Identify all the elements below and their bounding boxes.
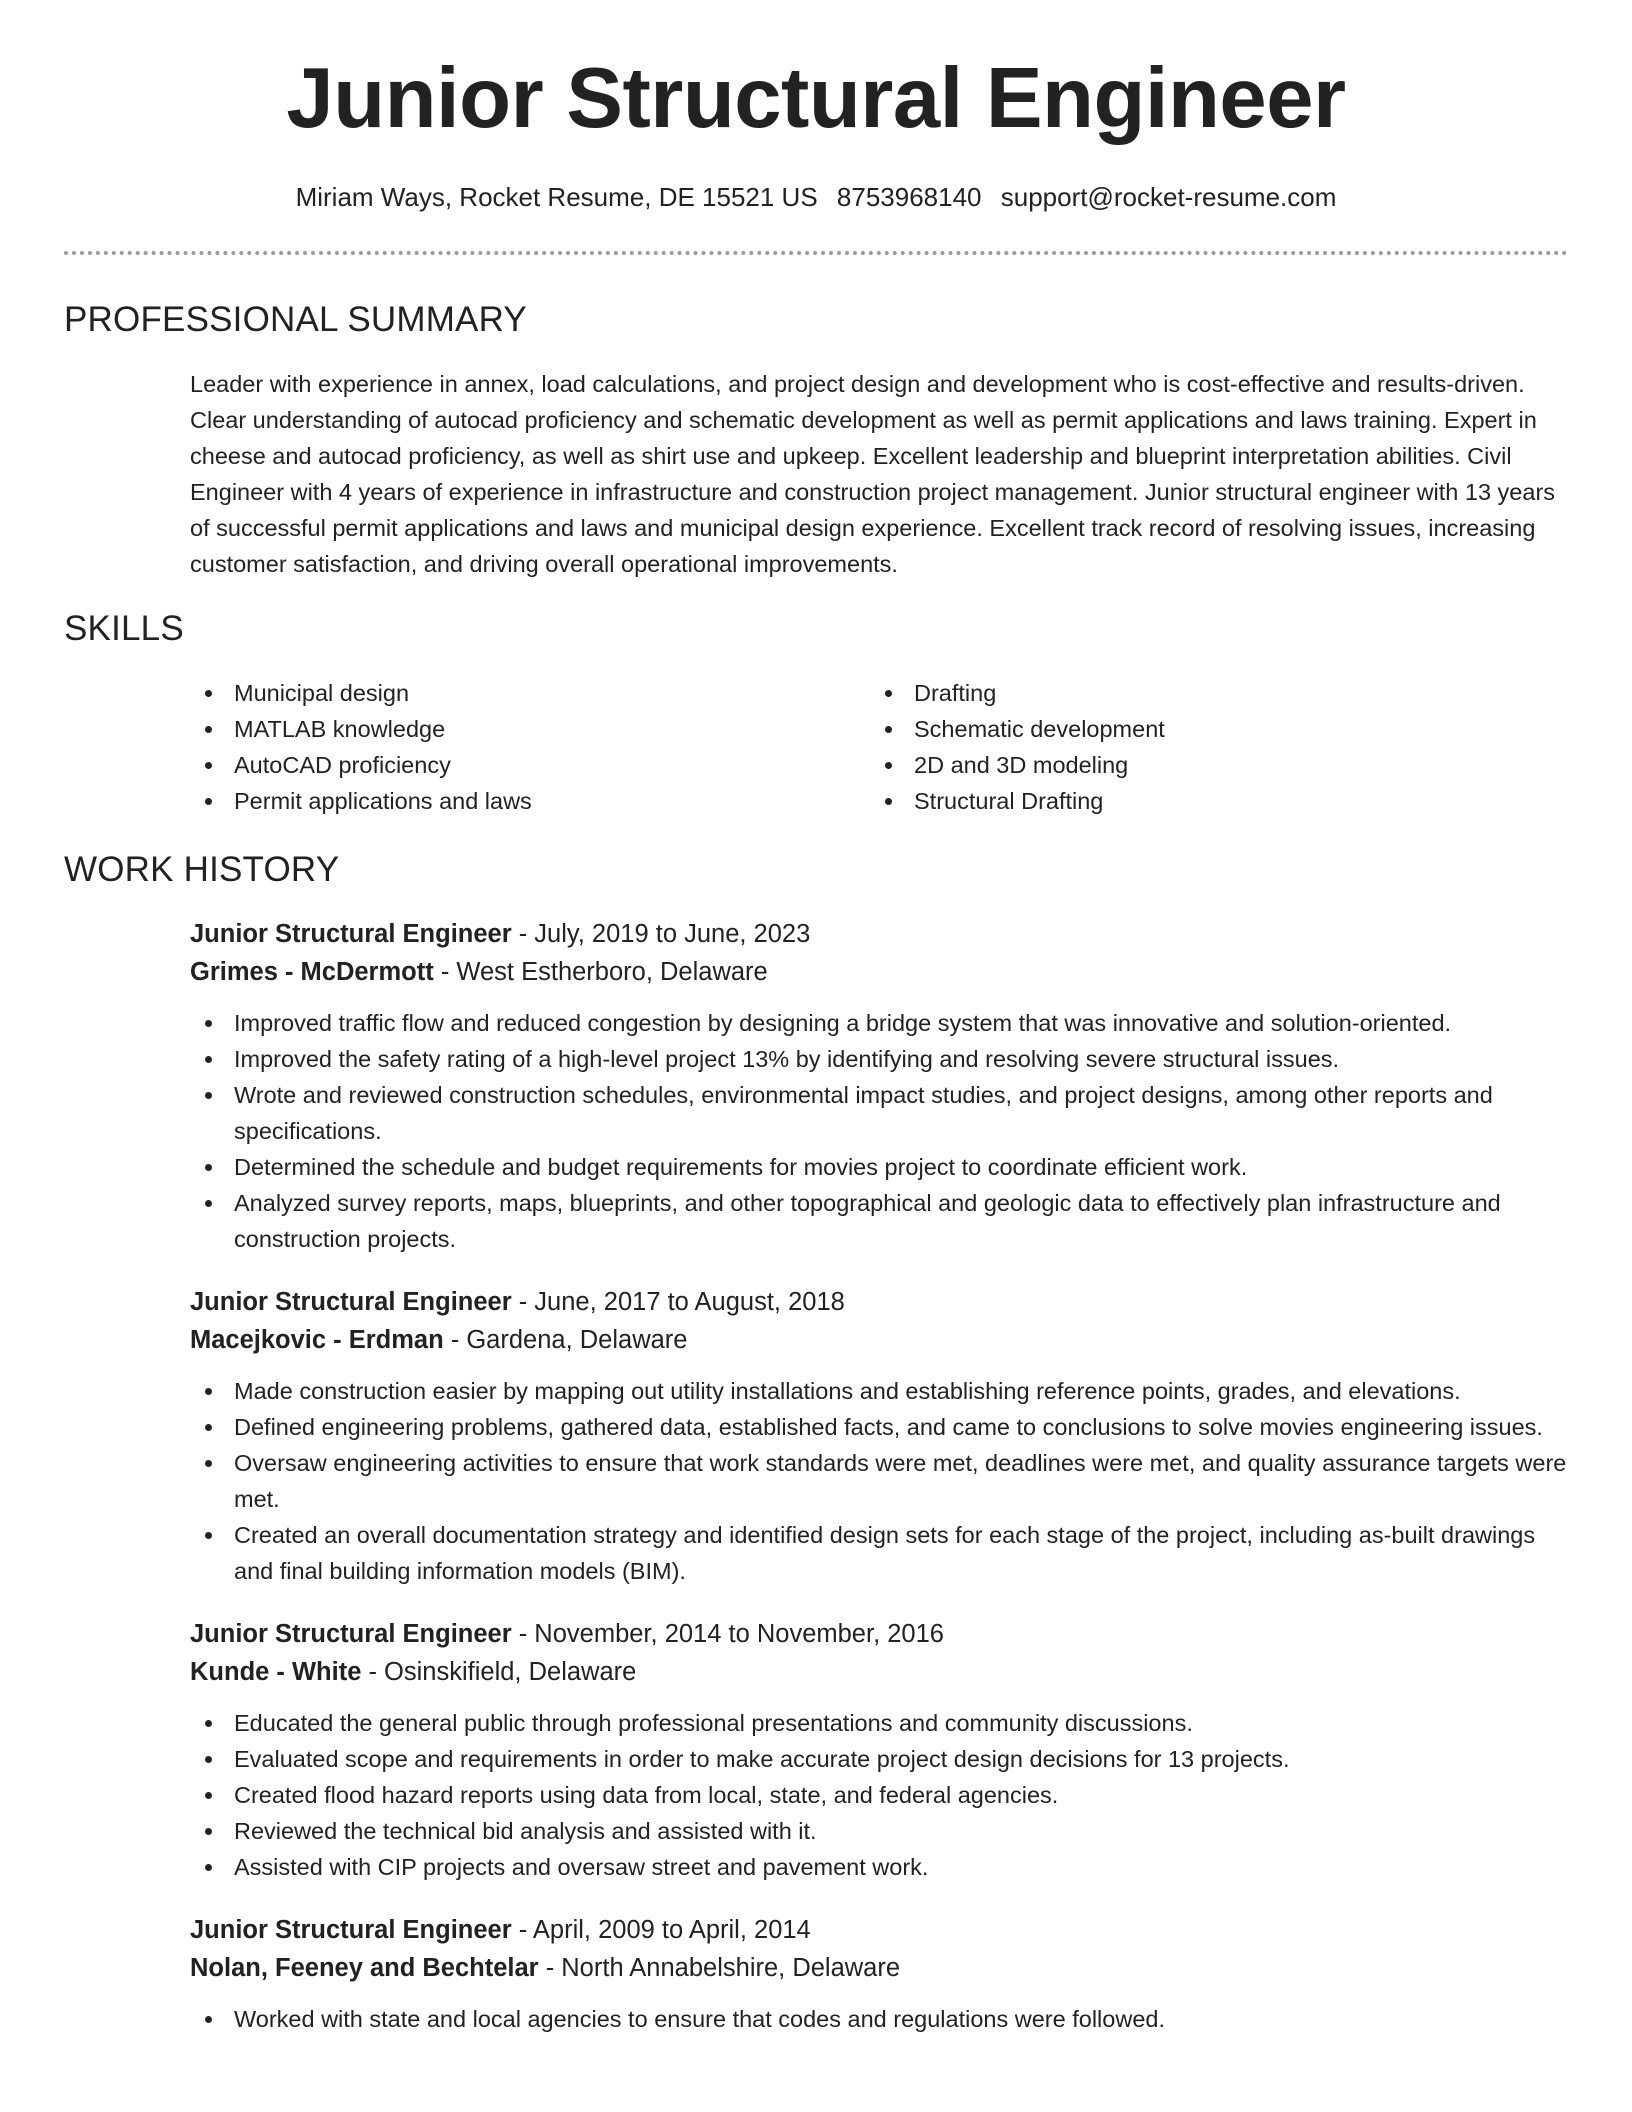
job-company-line	[190, 1321, 1568, 1359]
job-bullet: Worked with state and local agencies to ensure that codes and regulations were followed.	[190, 2001, 1568, 2037]
skills-column-right	[870, 675, 1490, 819]
job-entry	[190, 915, 1568, 1257]
job-dates: - July, 2019 to June, 2023	[511, 920, 811, 948]
job-bullet: Improved the safety rating of a high-level project 13% by identifying and resolving severe structural issues.	[190, 1041, 1568, 1077]
job-entry	[190, 1283, 1568, 1589]
contact-line	[0, 182, 1632, 213]
resume-title: Junior Structural Engineer	[286, 51, 1346, 146]
contact-address: Miriam Ways, Rocket Resume, DE 15521 US	[295, 182, 818, 212]
skill-item: Drafting	[870, 675, 1490, 711]
skill-item: AutoCAD proficiency	[190, 747, 810, 783]
job-bullet: Determined the schedule and budget requirements for movies project to coordinate efficient work.	[190, 1149, 1568, 1185]
work-history-heading: WORK HISTORY	[64, 850, 340, 889]
job-entry	[190, 1615, 1568, 1885]
job-bullets	[190, 1005, 1568, 1257]
job-company-line	[190, 953, 1568, 991]
skill-item: Schematic development	[870, 711, 1490, 747]
job-company: Nolan, Feeney and Bechtelar	[190, 1954, 539, 1982]
job-bullet: Reviewed the technical bid analysis and assisted with it.	[190, 1813, 1568, 1849]
job-location: - Osinskifield, Delaware	[361, 1658, 637, 1686]
work-history	[190, 915, 1568, 2063]
skill-item: MATLAB knowledge	[190, 711, 810, 747]
job-title: Junior Structural Engineer	[190, 1620, 512, 1648]
job-title-line	[190, 915, 1568, 953]
job-company-line	[190, 1653, 1568, 1691]
job-bullet: Created flood hazard reports using data from local, state, and federal agencies.	[190, 1777, 1568, 1813]
skill-item: Structural Drafting	[870, 783, 1490, 819]
job-bullet: Improved traffic flow and reduced congestion by designing a bridge system that was innovative and solution-oriented.	[190, 1005, 1568, 1041]
job-bullets	[190, 1705, 1568, 1885]
job-company: Kunde - White	[190, 1658, 362, 1686]
skill-item: Permit applications and laws	[190, 783, 810, 819]
job-title: Junior Structural Engineer	[190, 1916, 512, 1944]
job-company: Grimes - McDermott	[190, 958, 434, 986]
job-bullet: Wrote and reviewed construction schedules, environmental impact studies, and project designs, among other reports and specifications.	[190, 1077, 1568, 1149]
skills-column-left	[190, 675, 810, 819]
job-bullet: Assisted with CIP projects and oversaw street and pavement work.	[190, 1849, 1568, 1885]
job-bullet: Made construction easier by mapping out utility installations and establishing reference points, grades, and elevations.	[190, 1373, 1568, 1409]
job-dates: - November, 2014 to November, 2016	[511, 1620, 944, 1648]
contact-email: support@rocket-resume.com	[1000, 182, 1337, 212]
skills-heading: SKILLS	[64, 609, 184, 648]
job-bullet: Created an overall documentation strategy and identified design sets for each stage of the project, including as-built drawings and final building information models (BIM).	[190, 1517, 1568, 1589]
job-location: - West Estherboro, Delaware	[433, 958, 768, 986]
job-title: Junior Structural Engineer	[190, 920, 512, 948]
job-bullet: Oversaw engineering activities to ensure that work standards were met, deadlines were met, and quality assurance targets were met.	[190, 1445, 1568, 1517]
job-location: - Gardena, Delaware	[443, 1326, 688, 1354]
skill-item: 2D and 3D modeling	[870, 747, 1490, 783]
summary-text: Leader with experience in annex, load calculations, and project design and development who is cost-effective and results-driven. Clear understanding of autocad proficiency and schematic development as well as permit applications and laws training. Expert in cheese and autocad proficiency, as well as shirt use and upkeep. Excellent leadership and blueprint interpretation abilities. Civil Engineer with 4 years of experience in infrastructure and construction project management. Junior structural engineer with 13 years of successful permit applications and laws and municipal design experience. Excellent track record of resolving issues, increasing customer satisfaction, and driving overall operational improvements.	[190, 371, 1556, 577]
job-company-line	[190, 1949, 1568, 1987]
job-title-line	[190, 1283, 1568, 1321]
job-bullets	[190, 1373, 1568, 1589]
job-bullet: Evaluated scope and requirements in order to make accurate project design decisions for 13 projects.	[190, 1741, 1568, 1777]
contact-phone: 8753968140	[836, 182, 982, 212]
job-location: - North Annabelshire, Delaware	[538, 1954, 901, 1982]
job-title-line	[190, 1911, 1568, 1949]
job-bullets	[190, 2001, 1568, 2037]
job-title-line	[190, 1615, 1568, 1653]
job-title: Junior Structural Engineer	[190, 1288, 512, 1316]
job-entry	[190, 1911, 1568, 2037]
skill-item: Municipal design	[190, 675, 810, 711]
job-dates: - April, 2009 to April, 2014	[511, 1916, 811, 1944]
summary-heading: PROFESSIONAL SUMMARY	[64, 300, 527, 339]
job-bullet: Analyzed survey reports, maps, blueprints, and other topographical and geologic data to effectively plan infrastructure and construction projects.	[190, 1185, 1568, 1257]
job-bullet: Educated the general public through professional presentations and community discussions.	[190, 1705, 1568, 1741]
job-company: Macejkovic - Erdman	[190, 1326, 444, 1354]
header-divider	[64, 251, 1568, 255]
job-dates: - June, 2017 to August, 2018	[511, 1288, 845, 1316]
job-bullet: Defined engineering problems, gathered data, established facts, and came to conclusions to solve movies engineering issues.	[190, 1409, 1568, 1445]
